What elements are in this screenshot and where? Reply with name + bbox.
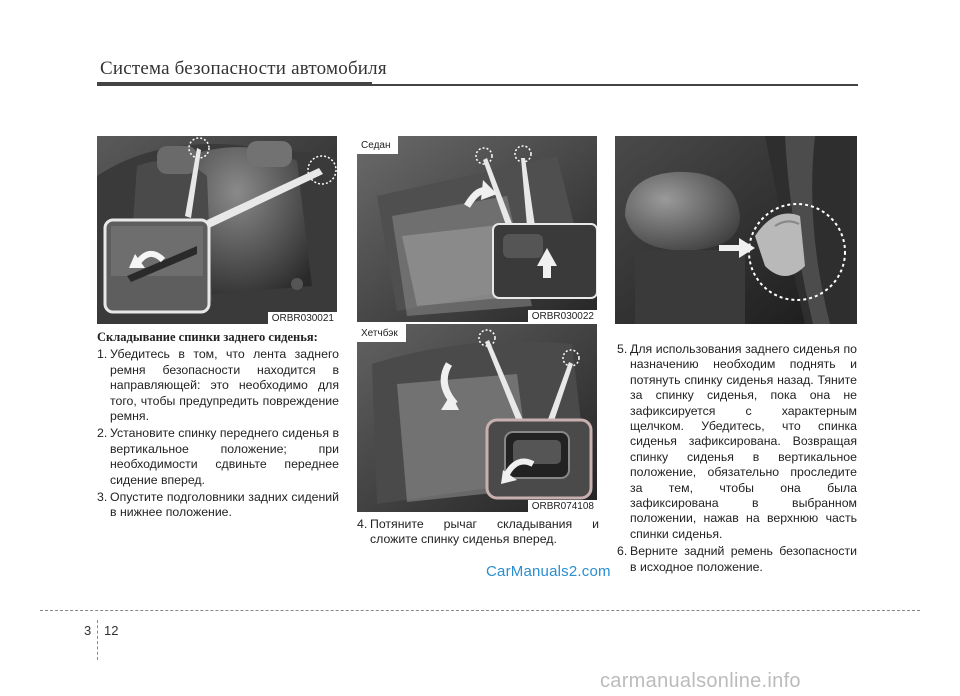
procedure-heading: Складывание спинки заднего сиденья: [97, 330, 318, 344]
column-2-text [357, 517, 599, 548]
figure-sedan-fold-lever [357, 136, 597, 322]
sedan-illustration [357, 136, 597, 322]
figure-pull-seat-back [615, 136, 857, 324]
section-title: Система безопасности автомобиля [100, 58, 387, 79]
item-text: Для использования заднего сиденья по назначению необходим поднять и потянуть спинку сиденья назад. Тяните за спинку сиденья, пока она не зафиксируется с характерным щелчком. Убедитесь, что спинка сиденья зафиксирована. Возвращая спинку сиденья в вертикальное положение, обязательно проследите за тем, чтобы она была зафиксирована в выбранном положении, нажав на верхнюю часть спинки сиденья. [630, 342, 857, 541]
page-number: 12 [104, 623, 119, 638]
item-text: Убедитесь в том, что лента заднего ремня безопасности находится в направляющей: это необходимо для того, чтобы предупредить повреждение ремня. [110, 347, 339, 424]
figure-code: ORBR030022 [528, 310, 597, 322]
column-1-text [97, 330, 339, 521]
body-type-tag: Хетчбэк [357, 324, 406, 342]
list-item [97, 490, 339, 521]
item-text: Установите спинку переднего сиденья в вертикальное положение; при необходимости сдвиньте переднее сидение вперед. [110, 426, 339, 487]
page-number-separator [97, 620, 98, 660]
item-number: 4. [357, 517, 368, 531]
header-rule-thin [372, 84, 858, 86]
item-number: 5. [617, 342, 628, 356]
item-number: 6. [617, 544, 628, 559]
footer-dashed-rule [40, 610, 920, 611]
item-text: Потяните рычаг складывания и сложите спинку сиденья вперед. [370, 517, 599, 547]
item-number: 2. [97, 426, 108, 441]
item-number: 3. [97, 490, 108, 505]
list-item [617, 342, 857, 542]
footer-watermark: carmanualsonline.info [600, 670, 801, 692]
header-rule-thick [97, 82, 372, 86]
figure-code: ORBR074108 [528, 500, 597, 512]
chapter-number: 3 [84, 623, 92, 638]
item-text: Верните задний ремень безопасности в исходное положение. [630, 544, 857, 574]
figure-hatchback-fold-lever [357, 324, 597, 512]
headrest-illustration [615, 136, 857, 324]
item-text: Опустите подголовники задних сидений в нижнее положение. [110, 490, 339, 520]
list-item [97, 426, 339, 488]
list-item [357, 517, 599, 548]
watermark-link[interactable]: CarManuals2.com [486, 563, 611, 580]
figure-rear-seat-belt-guide [97, 136, 337, 324]
column-3-text [617, 342, 857, 575]
list-item [617, 544, 857, 575]
body-type-tag: Седан [357, 136, 398, 154]
item-number: 1. [97, 347, 108, 362]
seat-illustration [97, 136, 337, 324]
hatchback-illustration [357, 324, 597, 512]
list-item [97, 347, 339, 424]
figure-code: ORBR030021 [268, 312, 337, 324]
